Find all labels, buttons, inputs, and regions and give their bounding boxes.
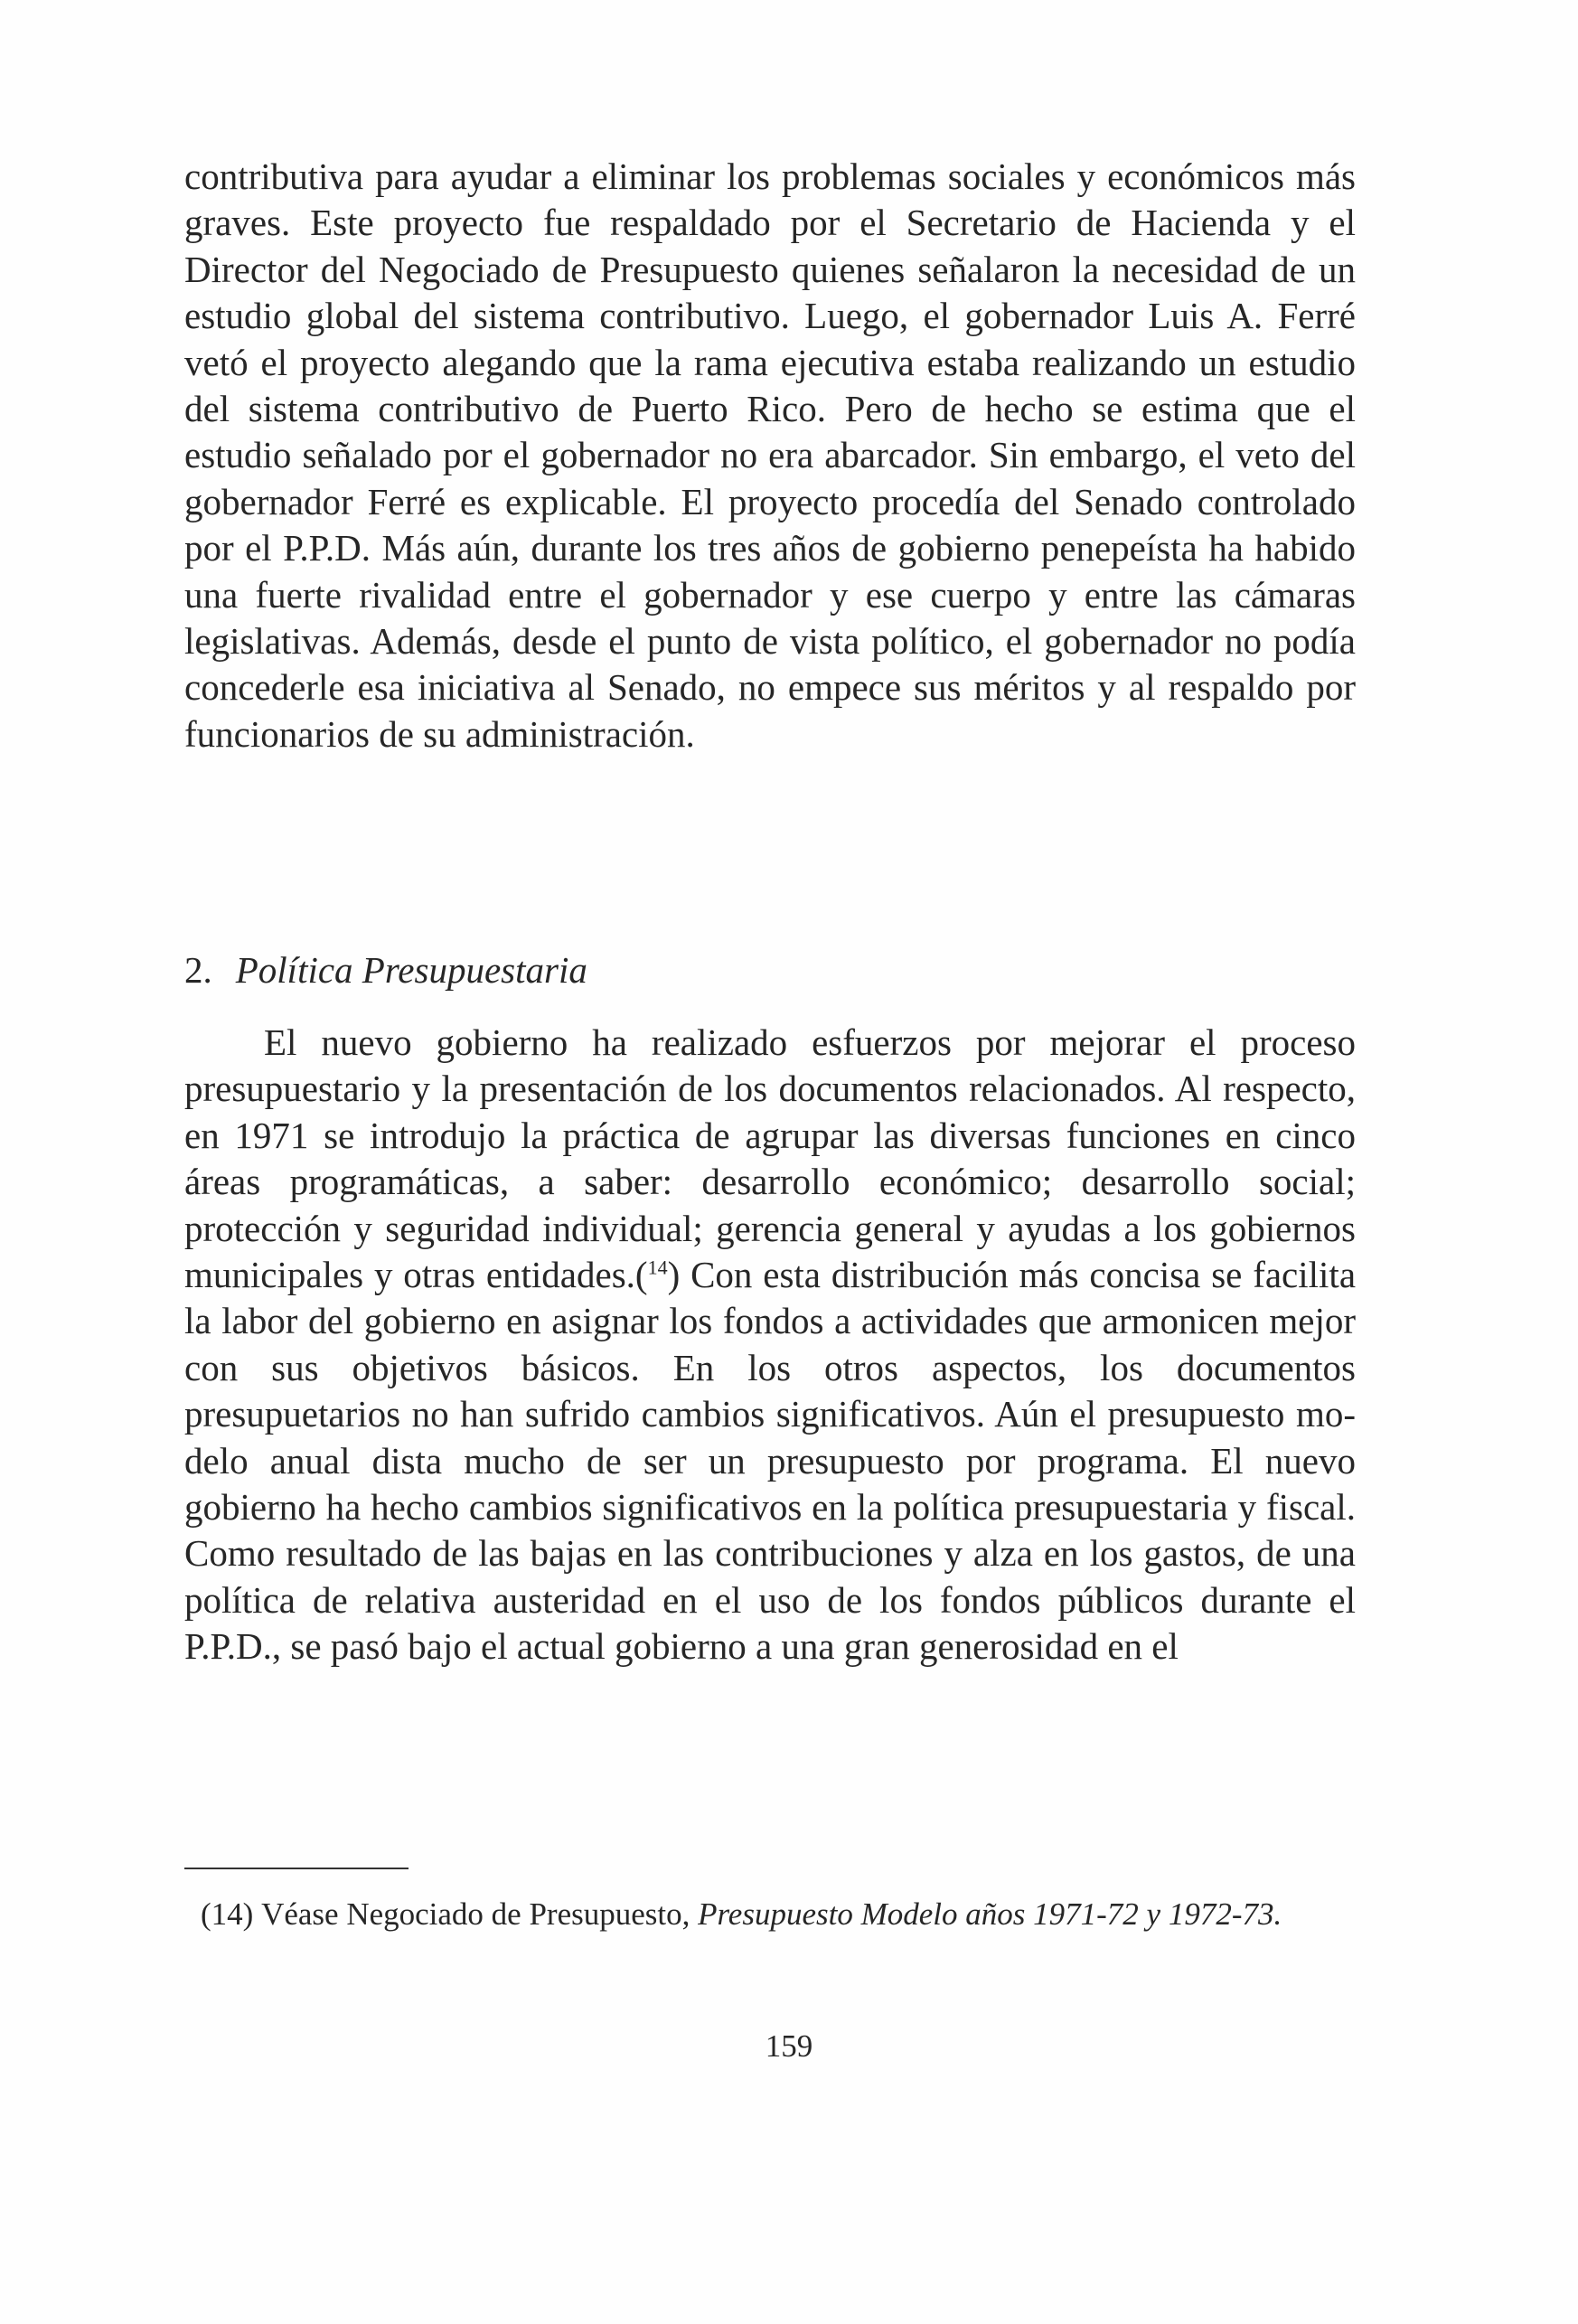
section-heading <box>184 947 587 993</box>
section-title: Política Presupuestaria <box>235 949 587 991</box>
body-paragraph-1: contributiva para ayudar a eliminar los problemas sociales y económicos más graves. Este proyecto fue respaldado por el Secretario de Hacienda y el Director del Negociado de Presupuesto quienes señalaron la necesidad de un estudio global del sistema contributivo. Luego, el gobernador Luis A. Ferré vetó el proyecto alegando que la rama ejecutiva estaba realizando un estudio del sistema contributivo de Puerto Rico. Pero de hecho se estima que el estudio señalado por el gobernador no era abarcador. Sin embargo, el veto del gobernador Ferré es explicable. El proyecto procedía del Senado controlado por el P.P.D. Más aún, durante los tres años de gobierno penepeísta ha habido una fuerte rivalidad entre el gobernador y ese cuerpo y entre las cámaras legislativas. Además, desde el punto de vista político, el gobernador no podía concederle esa iniciativa al Senado, no empece sus méritos y al respaldo por funcionarios de su administración. <box>184 155 1356 755</box>
body-paragraph-2 <box>184 1020 1356 1670</box>
page-number: 159 <box>765 2028 813 2064</box>
footnote-marker: (14) <box>201 1896 254 1932</box>
footnote-text: Véase Negociado de Presupuesto, <box>261 1896 690 1932</box>
paragraph-2-text-end: ) Con esta distribución más concisa se facilita la labor del gobierno en asignar los fondos a actividades que armonicen mejor con sus objetivos básicos. En los otros aspectos, los documentos presupuetarios no han sufrido cambios significativos. Aún el presupuesto modelo anual dista mucho de ser un presupuesto por programa. El nuevo gobierno ha hecho cambios significativos en la política presupuestaria y fiscal. Como resultado de las bajas en las contribuciones y alza en los gastos, de una política de relativa austeridad en el uso de los fondos públicos durante el P.P.D., se pasó bajo el actual gobierno a una gran generosidad en el <box>184 1254 1357 1668</box>
paragraph-2-text-start: El nuevo gobierno ha realizado esfuerzos por mejorar el proceso presupuestario y la presentación de los documentos relacionados. Al respecto, en 1971 se introdujo la práctica de agrupar las diversas funciones en cinco áreas programáticas, a saber: desarrollo económico; desarrollo social; protección y seguridad individual; gerencia general y ayudas a los gobiernos municipales y otras entidades.( <box>184 1021 1356 1296</box>
footnote-title: Presupuesto Modelo años 1971-72 y 1972-73. <box>698 1896 1282 1932</box>
footnote-separator <box>184 1868 409 1869</box>
footnote <box>201 1893 1357 1936</box>
section-number: 2. <box>184 949 212 991</box>
footnote-reference: 14 <box>647 1256 668 1279</box>
